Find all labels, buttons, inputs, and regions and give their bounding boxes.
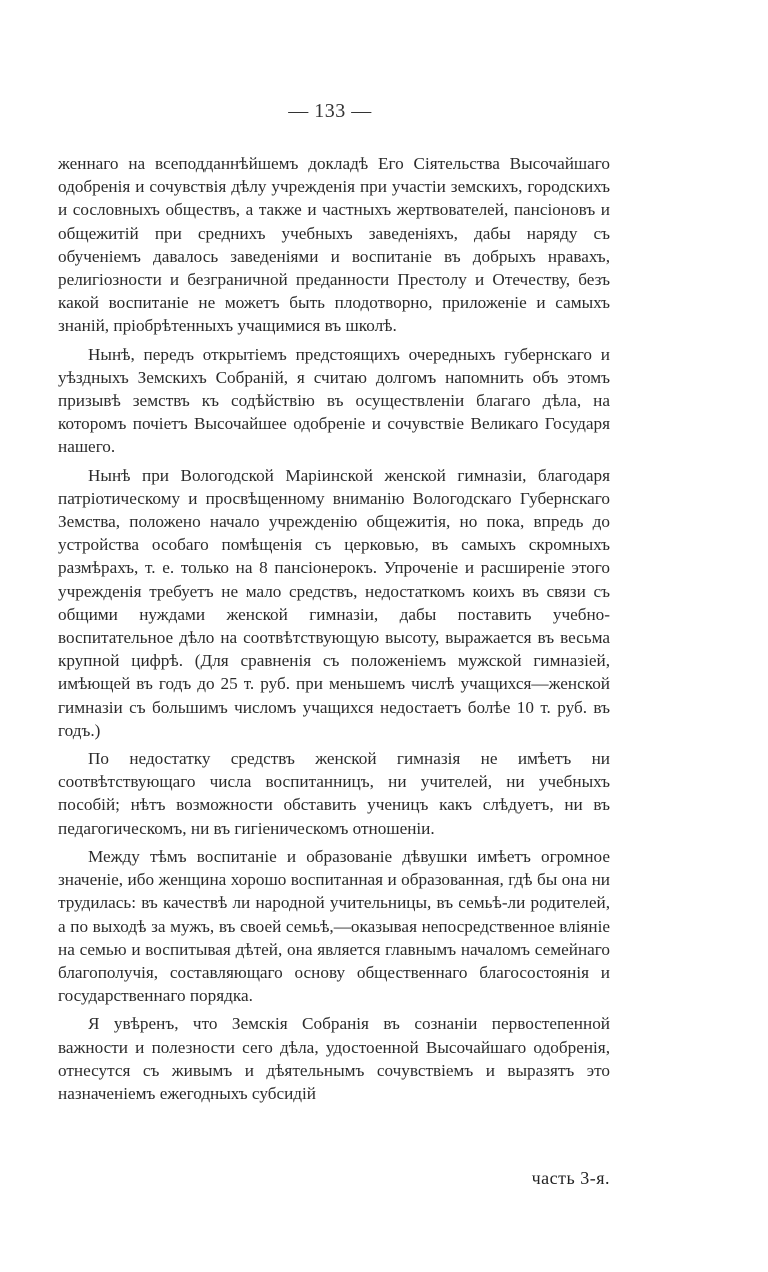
paragraph-5: Между тѣмъ воспитаніе и образованіе дѣвушки имѣетъ огромное значеніе, ибо женщина хорошо воспитанная и образованная, гдѣ бы она ни трудилась: въ качествѣ ли народной учительницы, въ семьѣ-ли родителей, а по выходѣ за мужъ, въ своей семьѣ,—оказывая непосредственное вліяніе на семью и воспитывая дѣтей, она является главнымъ началомъ семейнаго благополучія, составляющаго основу общественнаго благосостоянія и государственнаго порядка. — [58, 846, 610, 1006]
page-number: — 133 — — [288, 100, 372, 122]
body-text — [58, 152, 610, 1110]
signature-mark: часть 3-я. — [531, 1168, 610, 1188]
paragraph-1: женнаго на всеподданнѣйшемъ докладѣ Его Сіятельства Высочайшаго одобренія и сочувствія дѣлу учрежденія при участіи земскихъ, городскихъ и сословныхъ обществъ, а также и частныхъ жертвователей, пансіоновъ и общежитій при среднихъ учебныхъ заведеніяхъ, дабы наряду съ обученіемъ давалось заведеніями и воспитаніе въ добрыхъ нравахъ, религіозности и безграничной преданности Престолу и Отечеству, безъ какой воспитаніе не можетъ быть плодотворно, приложеніе и самыхъ знаній, пріобрѣтенныхъ учащимися въ школѣ. — [58, 154, 610, 336]
paragraph-4: По недостатку средствъ женской гимназія не имѣетъ ни соотвѣтствующаго числа воспитанницъ, ни учителей, ни учебныхъ пособій; нѣтъ возможности обставить ученицъ какъ слѣдуетъ, ни въ педагогическомъ, ни въ гигіеническомъ отношеніи. — [58, 749, 610, 838]
paragraph-6: Я увѣренъ, что Земскія Собранія въ сознаніи первостепенной важности и полезности сего дѣла, удостоенной Высочайшаго одобренія, отнесутся съ живымъ и дѣятельнымъ сочувствіемъ и выразятъ это назначеніемъ ежегодныхъ субсидій — [58, 1014, 610, 1103]
paragraph-2: Нынѣ, передъ открытіемъ предстоящихъ очередныхъ губернскаго и уѣздныхъ Земскихъ Собраній, я считаю долгомъ напомнить объ этомъ призывѣ земствъ къ содѣйствію въ осуществленіи благаго дѣла, на которомъ почіетъ Высочайшее одобреніе и сочувствіе Великаго Государя нашего. — [58, 344, 610, 457]
paragraph-3: Нынѣ при Вологодской Маріинской женской гимназіи, благодаря патріотическому и просвѣщенному вниманію Вологодскаго Губернскаго Земства, положено начало учрежденію общежитія, но пока, впредь до устройства особаго помѣщенія съ церковью, въ самыхъ скромныхъ размѣрахъ, т. е. только на 8 пансіонерокъ. Упроченіе и расширеніе этого учрежденія требуетъ не мало средствъ, недостаткомъ коихъ въ связи съ общими нуждами женской гимназіи, дабы поставить учебно-воспитательное дѣло на соотвѣтствующую высоту, выражается въ весьма крупной цифрѣ. (Для сравненія съ положеніемъ мужской гимназіей, имѣющей въ годъ до 25 т. руб. при меньшемъ числѣ учащихся—женской гимназіи съ большимъ числомъ учащихся недостаетъ болѣе 10 т. руб. въ годъ.) — [58, 465, 610, 740]
